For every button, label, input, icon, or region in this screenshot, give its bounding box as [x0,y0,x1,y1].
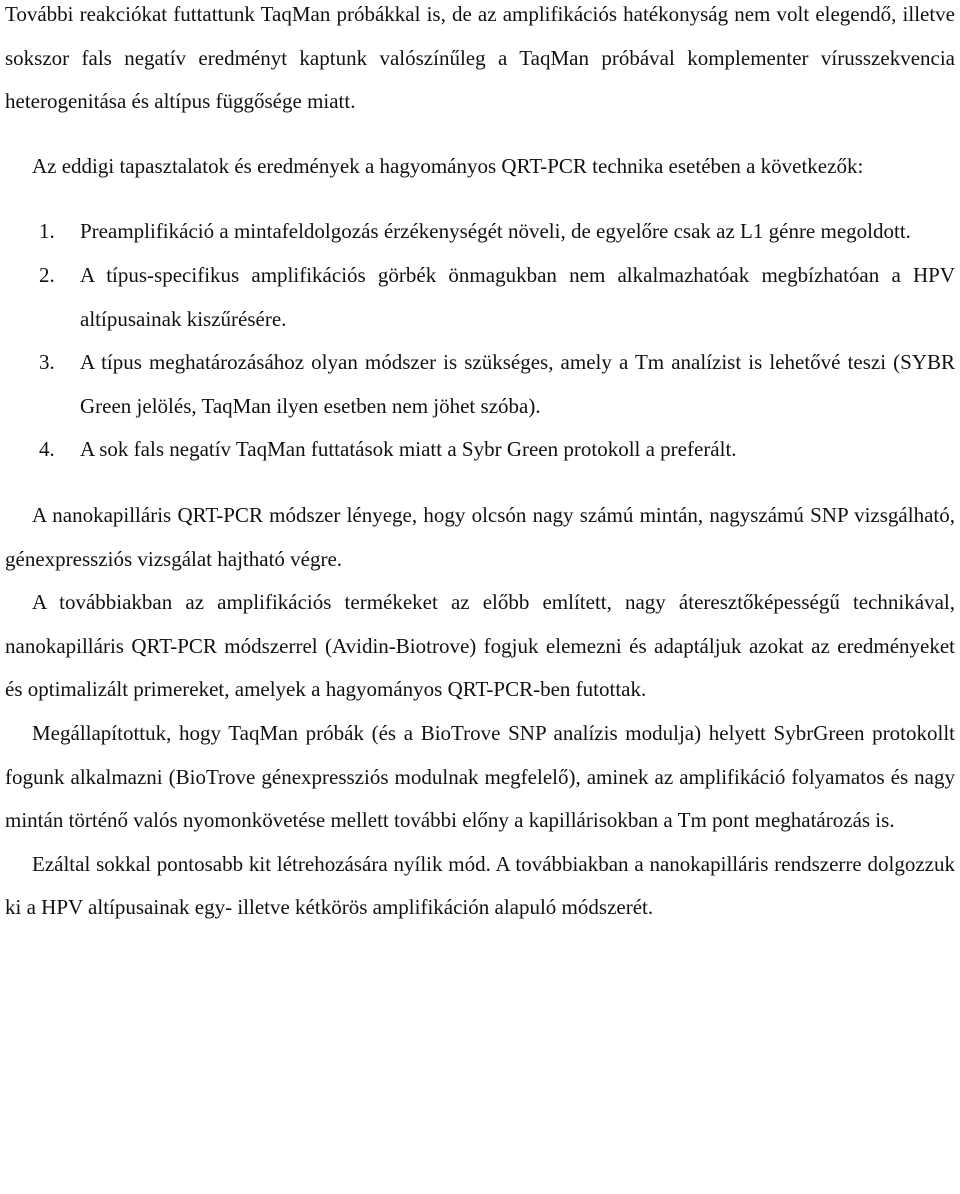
list-item [5,254,955,341]
list-item-number: 2. [39,262,55,287]
list-item [5,210,955,254]
list-item [5,341,955,428]
list-item-number: 1. [39,219,55,244]
paragraph-taqman-results: További reakciókat futtattunk TaqMan próbákkal is, de az amplifikációs hatékonyság nem volt elegendő, illetve sokszor fals negatív eredményt kaptunk valószínűleg a TaqMan próbával komplementer vírusszekvencia heterogenitása és altípus függősége miatt. [5,2,955,114]
paragraph-sybrgreen-decision: Megállapítottuk, hogy TaqMan próbák (és a BioTrove SNP analízis modulja) helyett SybrGreen protokollt fogunk alkalmazni (BioTrove génexpressziós modulnak megfelelő), aminek az amplifikáció folyamatos és nagy mintán történő valós nyomonkövetése mellett további előny a kapillárisokban a Tm pont meghatározás is. [5,720,955,833]
paragraph-experience-intro: Az eddigi tapasztalatok és eredmények a hagyományos QRT-PCR technika esetében a következők: [32,153,864,178]
list-item-text: A típus-specifikus amplifikációs görbék önmagukban nem alkalmazhatóak megbízhatóan a HPV altípusainak kiszűrésére. [80,262,955,331]
paragraph-further-analysis: A továbbiakban az amplifikációs termékeket az előbb említett, nagy áteresztőképességű technikával, nanokapilláris QRT-PCR módszerrel (Avidin-Biotrove) fogjuk elemezni és adaptáljuk azokat az eredményeket és optimalizált primereket, amelyek a hagyományos QRT-PCR-ben futottak. [5,590,955,702]
findings-list [5,210,955,472]
list-item-text: A típus meghatározásához olyan módszer is szükséges, amely a Tm analízist is lehetővé teszi (SYBR Green jelölés, TaqMan ilyen esetben nem jöhet szóba). [80,350,955,418]
list-item-number: 4. [39,437,55,462]
list-item-number: 3. [39,350,55,375]
list-item-text: A sok fals negatív TaqMan futtatások miatt a Sybr Green protokoll a preferált. [80,437,737,462]
list-item-text: Preamplifikáció a mintafeldolgozás érzékenységét növeli, de egyelőre csak az L1 génre megoldott. [80,219,911,244]
paragraph-conclusion: Ezáltal sokkal pontosabb kit létrehozására nyílik mód. A továbbiakban a nanokapilláris rendszerre dolgozzuk ki a HPV altípusainak egy- illetve kétkörös amplifikáción alapuló módszerét. [5,851,955,920]
list-item [5,428,955,472]
document-page [5,0,955,930]
paragraph-nanocapillary-essence: A nanokapilláris QRT-PCR módszer lényege, hogy olcsón nagy számú mintán, nagyszámú SNP vizsgálható, génexpressziós vizsgálat hajtható végre. [5,502,955,571]
